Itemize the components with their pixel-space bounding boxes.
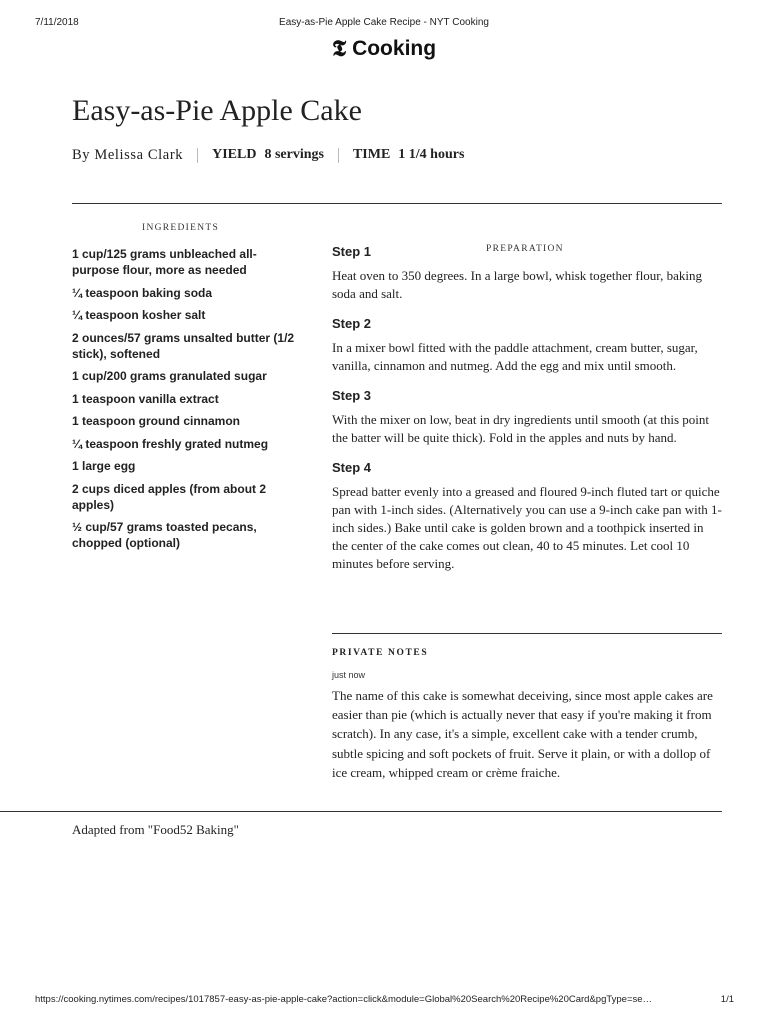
meta-divider [197,148,198,163]
recipe-meta [72,144,464,166]
meta-divider [338,148,339,163]
step-label: Step 3 [332,388,372,403]
print-url[interactable]: https://cooking.nytimes.com/recipes/1017857-easy-as-pie-apple-cake?action=click&module=Global%20Search%20Recipe%20Card&pgType=se… [35,994,653,1005]
ingredient-item: 1 cup/125 grams unbleached all-purpose flour, more as needed [72,247,257,277]
step-2 [332,316,722,375]
ingredient-item: ¼ teaspoon kosher salt [72,308,206,322]
brand-name: Cooking [352,37,437,60]
print-header [0,17,768,31]
footer-divider [0,811,722,812]
print-date: 7/11/2018 [35,17,79,28]
ingredient-item: 2 ounces/57 grams unsalted butter (1/2 stick), softened [72,330,295,361]
ingredient-item: 1 teaspoon ground cinnamon [72,414,241,428]
step-text: With the mixer on low, beat in dry ingredients until smooth (at this point the batter will be quite thick). Fold in the apples and nuts by hand. [332,412,710,445]
step-text: Spread batter evenly into a greased and floured 9-inch fluted tart or quiche pan with 1-inch sides. (Alternatively you can use a 9-inch cake pan with 1-inch sides.) Bake until cake is golden brown and a toothpick inserted in the center of the cake comes out clean, 40 to 45 minutes. Let cool 10 minutes before serving. [332,484,722,571]
step-4 [332,460,722,573]
print-footer [0,994,768,1008]
recipe-source: Adapted from "Food52 Baking" [72,822,239,837]
ingredient-item: ¼ teaspoon baking soda [72,285,213,300]
ingredient-item: 2 cups diced apples (from about 2 apples) [72,481,267,512]
notes-divider [332,633,722,634]
nyt-cooking-logo[interactable] [0,36,768,62]
print-page-title: Easy-as-Pie Apple Cake Recipe - NYT Cooking [279,17,489,28]
ingredients-heading: INGREDIENTS [142,223,220,233]
time-value: 1 1/4 hours [398,147,465,162]
preparation-steps [332,244,722,586]
private-notes-heading: PRIVATE NOTES [332,648,429,658]
ingredient-item: ½ cup/57 grams toasted pecans, chopped (optional) [72,520,257,550]
recipe-author[interactable]: By Melissa Clark [72,146,184,163]
preparation-heading: PREPARATION [486,244,564,254]
time-label: TIME [352,147,391,162]
ingredient-item: 1 teaspoon vanilla extract [72,391,219,406]
note-timestamp: just now [332,670,366,680]
yield-value: 8 servings [264,147,324,162]
step-text: Heat oven to 350 degrees. In a large bowl, whisk together flour, baking soda and salt. [332,268,702,301]
ingredient-item: 1 large egg [72,459,136,473]
ingredients-list [72,246,300,558]
step-label: Step 2 [332,316,372,331]
step-label: Step 1 [332,244,372,259]
ingredient-item: ¼ teaspoon freshly grated nutmeg [72,436,269,451]
note-body: The name of this cake is somewhat deceiving, since most apple cakes are easier than pie (which is actually never that easy if you're making it from scratch). In any case, it's a simple, excellent cake with a tender crumb, subtle spicing and soft pockets of fruit. Serve it plain, or with a dollop of ice cream, whipped cream or crème fraiche. [332,688,713,780]
yield-label: YIELD [212,147,257,162]
step-label: Step 4 [332,460,372,475]
recipe-title: Easy-as-Pie Apple Cake [72,94,362,127]
ingredient-item: 1 cup/200 grams granulated sugar [72,369,267,383]
section-divider [72,203,722,204]
step-1 [332,244,722,303]
step-3 [332,388,722,447]
print-page-number: 1/1 [720,994,734,1005]
step-text: In a mixer bowl fitted with the paddle attachment, cream butter, sugar, vanilla, cinnamon and nutmeg. Add the egg and mix until smooth. [332,340,698,373]
nyt-t-logo-icon: 𝕿 [331,36,347,61]
